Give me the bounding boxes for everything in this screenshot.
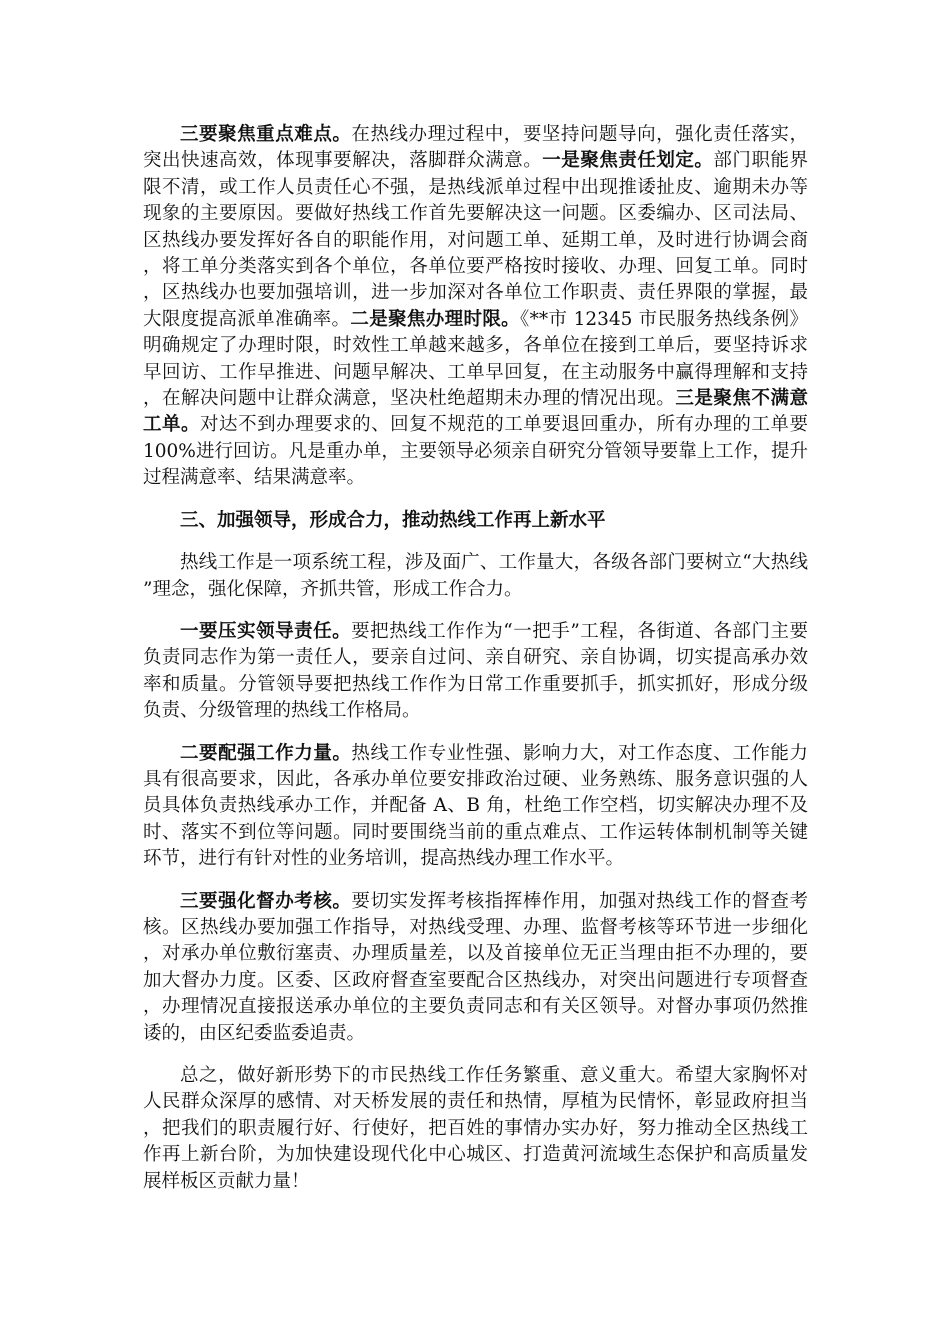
paragraph-intro: 热线工作是一项系统工程，涉及面广、工作量大，各级各部门要树立“大热线”理念，强化保障，齐抓共管，形成工作合力。 [143,552,808,600]
paragraph-work-force [143,741,808,873]
paragraph-text: 要切实发挥考核指挥棒作用，加强对热线工作的督查考核。区热线办要加强工作指导，对热线受理、办理、监督考核等环节进一步细化，对承办单位敷衍塞责、办理质量差，以及首接单位无正当理由拒不办理的，要加大督办力度。区委、区政府督查室要配合区热线办，对突出问题进行专项督查，办理情况直接报送承办单位的主要负责同志和有关区领导。对督办事项仍然推诿的，由区纪委监委追责。 [143,890,808,1044]
paragraph-text: 对达不到办理要求的、回复不规范的工单要退回重办，所有办理的工单要 100%进行回访。凡是重办单，主要领导必须亲自研究分管领导要靠上工作，提升过程满意率、结果满意率。 [143,414,808,489]
paragraph-leadership-responsibility [143,619,808,725]
paragraph-lead: 二要配强工作力量。 [180,742,352,764]
paragraph-lead: 三要聚焦重点难点。 [180,124,352,145]
section-heading: 三、加强领导，形成合力，推动热线工作再上新水平 [180,509,606,531]
subpoint-lead: 三是聚焦不满意工单。 [143,388,808,436]
paragraph-lead: 三要强化督办考核。 [180,890,352,912]
paragraph-text: 部门职能界限不清，或工作人员责任心不强，是热线派单过程中出现推诿扯皮、逾期未办等现象的主要原因。要做好热线工作首先要解决这一问题。区委编办、区司法局、区热线办要发挥好各自的职能作用，对问题工单、延期工单，及时进行协调会商，将工单分类落实到各个单位，各单位要严格按时接收、办理、回复工单。同时，区热线办也要加强培训，进一步加深对各单位工作职责、责任界限的掌握，最大限度提高派单准确率。 [143,150,808,330]
paragraph-text: 要把热线工作作为“一把手”工程，各街道、各部门主要负责同志作为第一责任人，要亲自过问、亲自研究、亲自协调，切实提高承办效率和质量。分管领导要把热线工作作为日常工作重要抓手，抓实抓好，形成分级负责、分级管理的热线工作格局。 [143,620,808,722]
paragraph-focus-key-difficulties [143,122,808,492]
subpoint-lead: 一是聚焦责任划定。 [542,150,714,172]
paragraph-text: 热线工作专业性强、影响力大，对工作态度、工作能力具有很高要求，因此，各承办单位要安排政治过硬、业务熟练、服务意识强的人员具体负责热线承办工作，并配备 A、B 角，杜绝工作空档，切实解决办理不及时、落实不到位等问题。同时要围绕当前的重点难点、工作运转体制机制等关键环节，进行有针对性的业务培训，提高热线办理工作水平。 [143,742,808,870]
paragraph-conclusion: 总之，做好新形势下的市民热线工作任务繁重、意义重大。希望大家胸怀对人民群众深厚的感情、对天桥发展的责任和热情，厚植为民情怀，彰显政府担当，把我们的职责履行好、行使好，把百姓的事情办实办好，努力推动全区热线工作再上新台阶，为加快建设现代化中心城区、打造黄河流域生态保护和高质量发展样板区贡献力量！ [143,1065,808,1192]
document-page [143,122,808,1211]
paragraph-supervision-assessment [143,889,808,1047]
subpoint-lead: 二是聚焦办理时限。 [350,308,521,330]
paragraph-text: 在热线办理过程中，要坚持问题导向，强化责任落实，突出快速高效，体现事要解决，落脚群众满意。 [143,124,808,172]
paragraph-text: 《**市 12345 市民服务热线条例》明确规定了办理时限，时效性工单越来越多，各单位在接到工单后，要坚持诉求早回访、工作早推进、问题早解决、工单早回复，在主动服务中赢得理解和支持，在解决问题中让群众满意，坚决杜绝超期未办理的情况出现。 [143,308,808,410]
paragraph-lead: 一要压实领导责任。 [180,620,352,642]
